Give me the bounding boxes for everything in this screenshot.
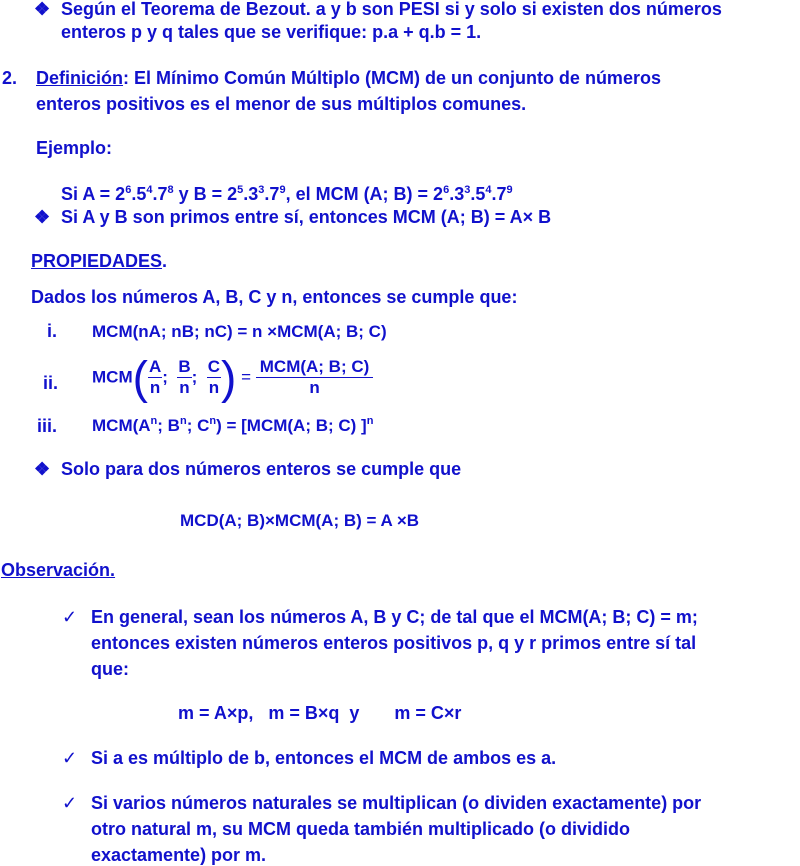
primos-text: Si A y B son primos entre sí, entonces MCM (A; B) = A× B [61,207,552,227]
dos-formula: MCD(A; B)×MCM(A; B) = A ×B [180,511,420,530]
obs-item1-line1: En general, sean los números A, B y C; de tal que el MCM(A; B; C) = m; [91,607,698,627]
dos-bullet-icon: ❖ [34,459,51,479]
example-formula [61,183,513,205]
example-part: .5 [131,184,147,204]
prop-iii-formula [92,415,373,437]
definition-line-1 [36,67,661,89]
formula-exponent: n [209,415,217,427]
fraction-numerator: MCM(A; B; C) [256,357,374,378]
fraction-denominator: n [309,378,320,397]
equals-sign: = [241,367,252,387]
obs-item3-line2: otro natural m, su MCM queda también multiplicado (o dividido [91,819,631,839]
check-icon: ✓ [62,748,78,768]
propiedades-title [31,250,167,272]
formula-exponent: n [366,415,374,427]
fraction-numerator: C [207,357,221,376]
example-label: Ejemplo: [36,138,113,158]
bezout-line-2: enteros p y q tales que se verifique: p.a + q.b = 1. [61,22,482,42]
example-part: , el MCM (A; B) = 2 [285,184,444,204]
formula-part: ; C [186,416,210,435]
fraction-denominator: n [149,378,161,397]
obs-item1-formula: m = A×p, m = B×q y m = C×r [178,703,462,723]
right-paren: ) [221,351,237,404]
propiedades-title-dot: . [162,251,168,271]
example-part: .7 [264,184,280,204]
fraction-c-n [207,357,221,398]
fraction-mcm-n [256,357,374,398]
fraction-numerator: B [178,357,191,376]
example-exponent: 3 [258,184,265,196]
definition-label: Definición [36,68,124,88]
prop-i-formula: MCM(nA; nB; nC) = n ×MCM(A; B; C) [92,322,387,341]
formula-exponent: n [150,415,158,427]
check-icon: ✓ [62,793,78,813]
separator: ; [191,367,198,387]
obs-item2: Si a es múltiplo de b, entonces el MCM de ambos es a. [91,748,557,768]
fraction-numerator: A [148,357,162,376]
check-icon: ✓ [62,607,78,627]
example-part: .7 [152,184,168,204]
obs-item3-line3: exactamente) por m. [91,845,267,865]
dos-text: Solo para dos números enteros se cumple que [61,459,462,479]
fraction-denominator: n [208,378,220,397]
prop-ii-label: ii. [43,373,59,393]
obs-item3-line1: Si varios números naturales se multiplican (o dividen exactamente) por [91,793,702,813]
bezout-bullet-icon: ❖ [34,0,51,19]
propiedades-title-text: PROPIEDADES [31,251,163,271]
formula-part: MCM(A [92,416,151,435]
bezout-line-1: Según el Teorema de Bezout. a y b son PESI si y solo si existen dos números [61,0,722,19]
example-part: .7 [491,184,507,204]
prop-ii-formula [92,351,373,404]
definition-line-2: enteros positivos es el menor de sus múltiplos comunes. [36,94,527,114]
formula-part: ) = [MCM(A; B; C) ] [216,416,367,435]
fraction-b-n [177,357,191,398]
prop-i-label: i. [47,321,58,341]
definition-line-1-rest: : El Mínimo Común Múltiplo (MCM) de un conjunto de números [123,68,661,88]
example-exponent: 4 [146,184,153,196]
left-paren: ( [132,351,148,404]
example-part: y B = 2 [173,184,238,204]
propiedades-intro: Dados los números A, B, C y n, entonces se cumple que: [31,287,518,307]
example-exponent: 4 [485,184,492,196]
example-exponent: 9 [506,184,513,196]
example-exponent: 9 [279,184,286,196]
prop-ii-prefix: MCM [92,367,133,387]
fraction-a-n [148,357,162,398]
obs-item1-line3: que: [91,659,129,679]
example-part: .3 [449,184,465,204]
example-part: .3 [243,184,259,204]
example-part: Si A = 2 [61,184,126,204]
observacion-title: Observación. [1,560,116,580]
primos-bullet-icon: ❖ [34,207,51,227]
example-part: .5 [470,184,486,204]
definition-number: 2. [2,68,18,88]
formula-part: ; B [157,416,180,435]
formula-exponent: n [179,415,187,427]
prop-iii-label: iii. [37,416,58,436]
example-exponent: 8 [167,184,174,196]
obs-item1-line2: entonces existen números enteros positivos p, q y r primos entre sí tal [91,633,697,653]
example-exponent: 3 [464,184,471,196]
example-exponent: 6 [125,184,132,196]
example-exponent: 6 [443,184,450,196]
fraction-denominator: n [179,378,190,397]
example-exponent: 5 [237,184,244,196]
separator: ; [162,367,168,387]
